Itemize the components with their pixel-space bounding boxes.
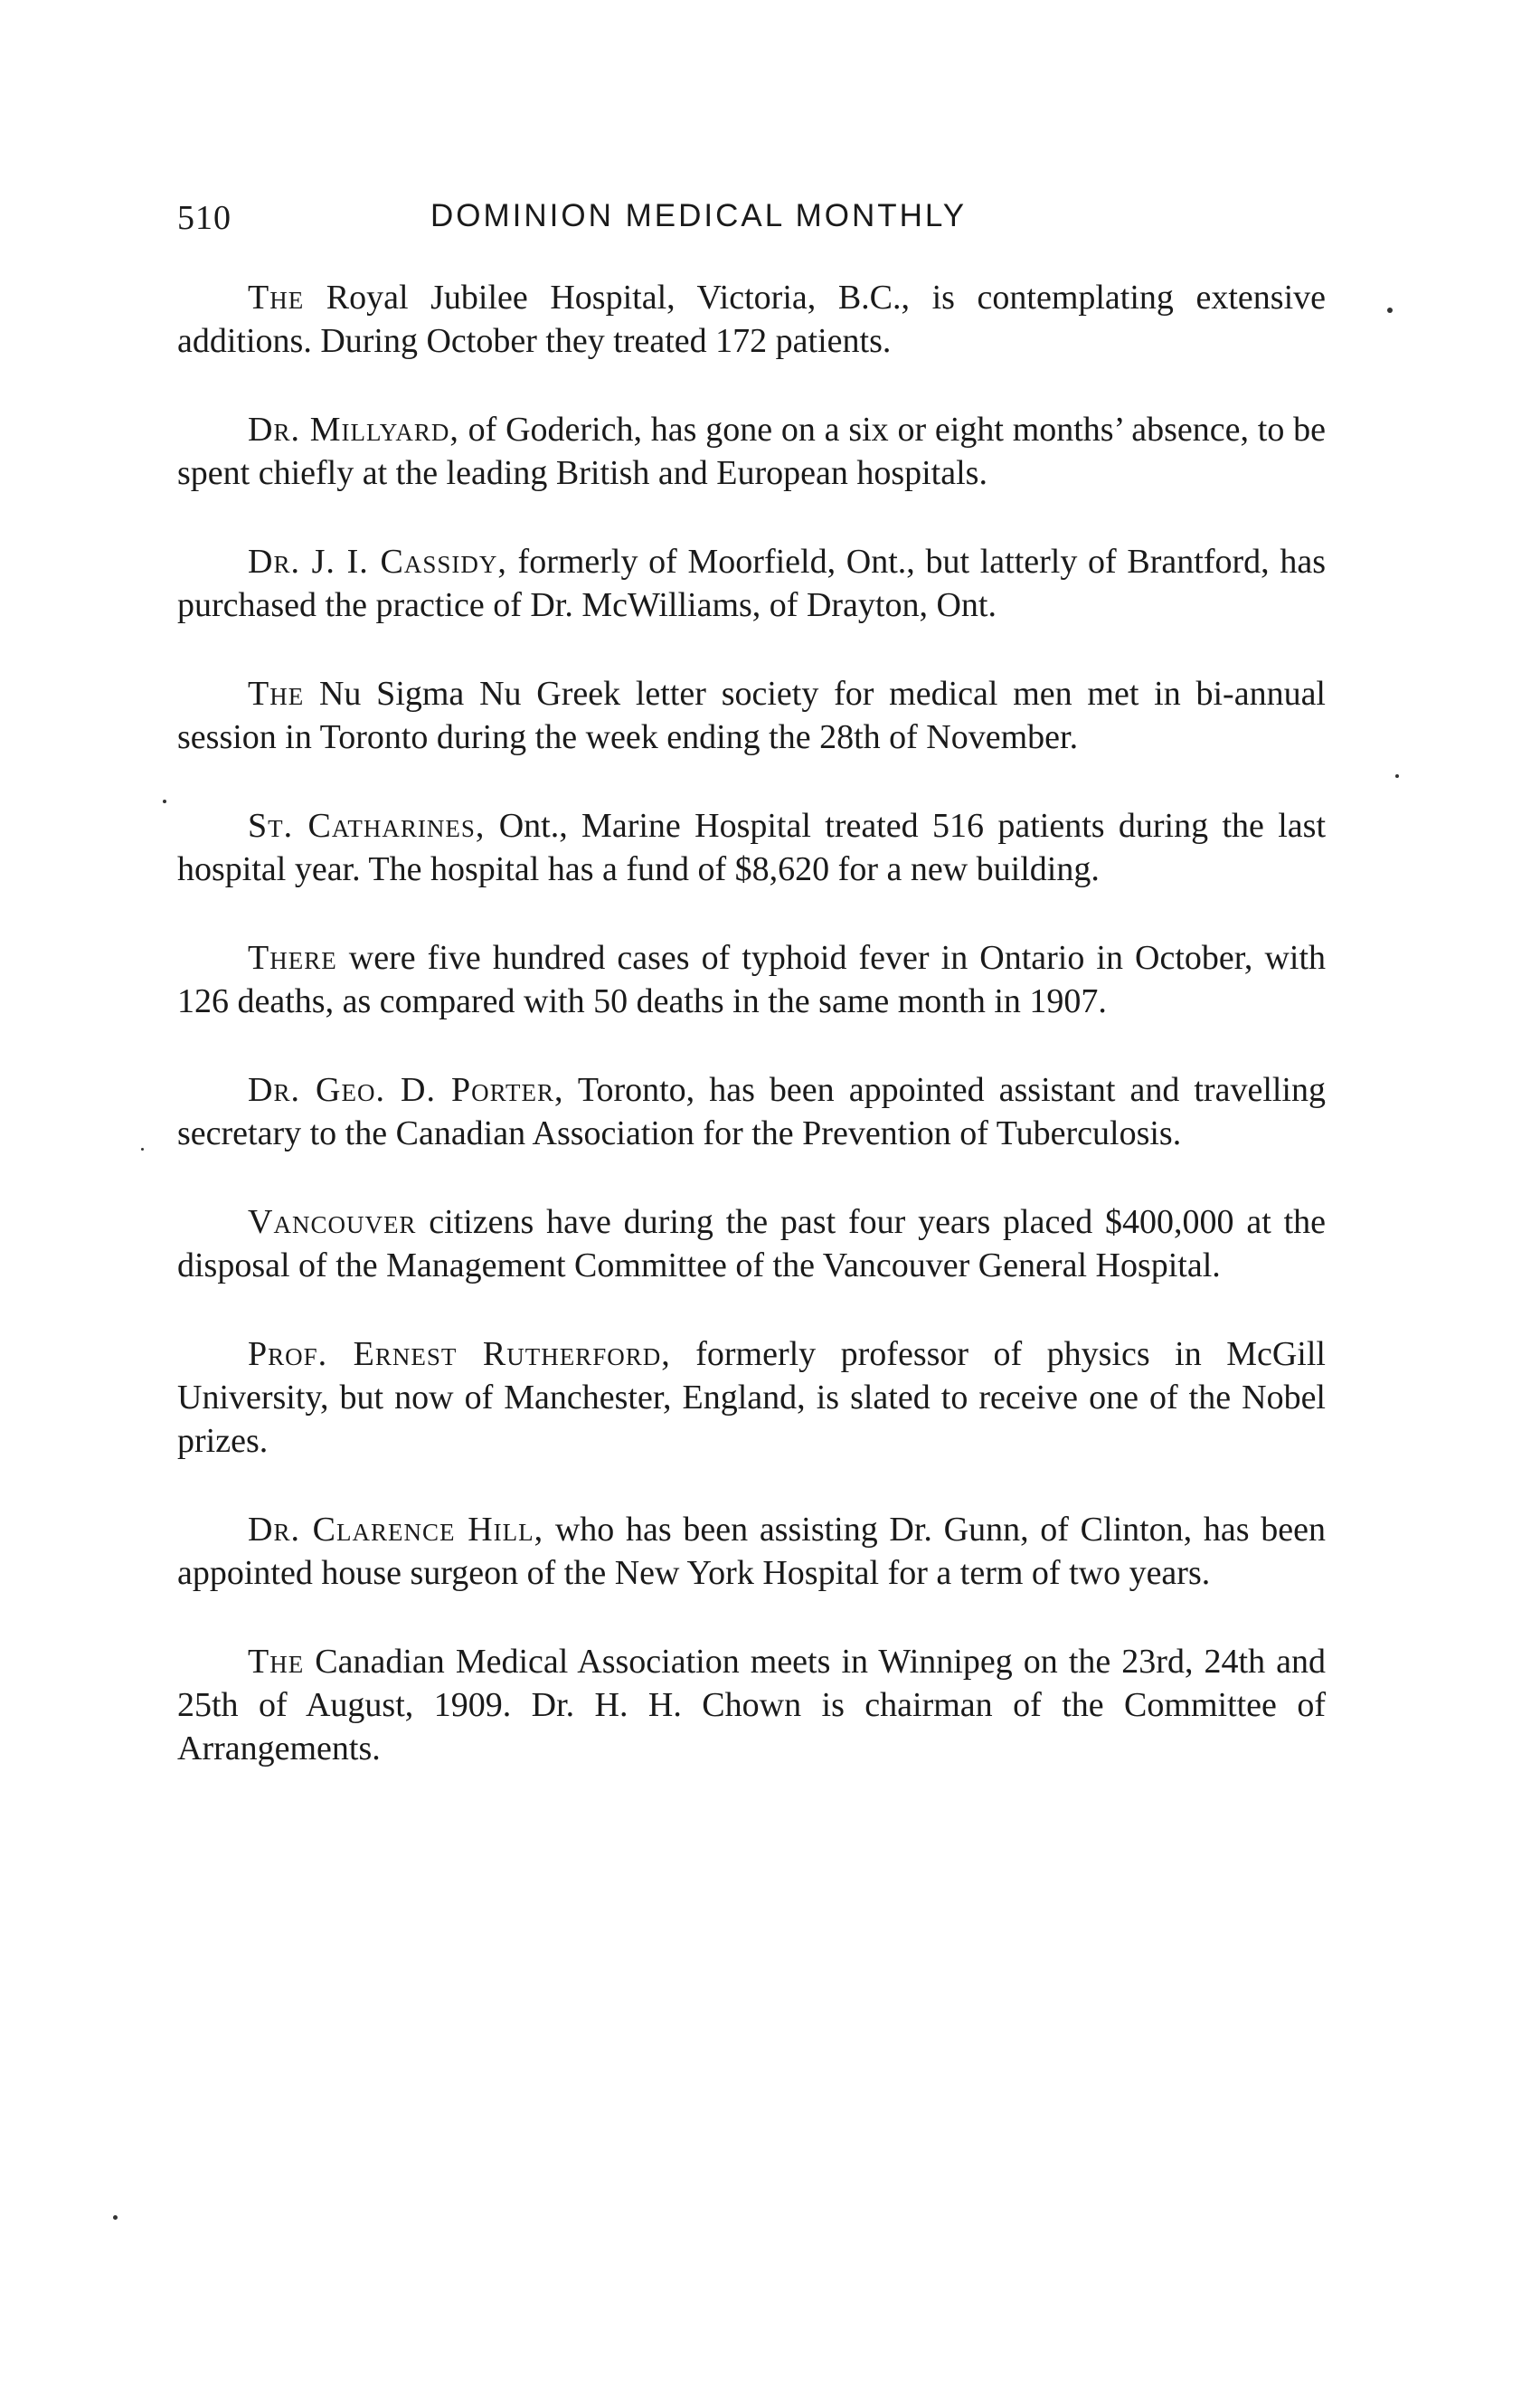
item-text: Royal Jubilee Hospital, Victoria, B.C., is contemplating extensive additions. During October they treated 172 patients. [177,279,1326,360]
item-text: citizens have during the past four years placed $400,000 at the disposal of the Management Committee of the Vancouver General Hospital. [177,1203,1326,1284]
lead-words: There [248,939,337,977]
lead-words: The [248,1643,305,1681]
news-item-vancouver [177,1200,1326,1287]
item-text: formerly professor of physics in McGill University, but now of Manchester, England, is slated to receive one of the Nobel prizes. [177,1335,1326,1460]
lead-words: Dr. Clarence Hill, [248,1511,544,1549]
lead-words: Dr. Millyard, [248,411,459,449]
item-text: Nu Sigma Nu Greek letter society for medical men met in bi-annual session in Toronto during the week ending the 28th of November. [177,675,1326,756]
item-text: Toronto, has been appointed assistant and travelling secretary to the Canadian Association for the Prevention of Tuberculosis. [177,1071,1326,1152]
item-text: Ont., Marine Hospital treated 516 patients during the last hospital year. The hospital has a fund of $8,620 for a new building. [177,807,1327,888]
item-text: of Goderich, has gone on a six or eight months’ absence, to be spent chiefly at the leading British and European hospitals. [177,411,1326,492]
lead-words: Dr. J. I. Cassidy, [248,543,507,581]
lead-words: St. Catharines, [248,807,486,845]
news-item-typhoid [177,936,1326,1023]
news-column [177,276,1326,1815]
news-item-cassidy [177,540,1326,627]
news-item-millyard [177,408,1326,495]
news-item-royal-jubilee [177,276,1326,363]
scan-speck [1387,308,1393,313]
lead-words: Prof. Ernest Rutherford, [248,1335,671,1373]
lead-words: Vancouver [248,1203,417,1241]
lead-words: Dr. Geo. D. Porter, [248,1071,564,1109]
news-item-cma-meeting [177,1640,1326,1770]
lead-words: The [248,279,305,317]
lead-words: The [248,675,305,713]
scan-speck [1395,774,1399,778]
running-head: DOMINION MEDICAL MONTHLY [430,198,968,233]
scan-speck [113,2215,118,2220]
scan-speck [163,800,166,803]
news-item-nu-sigma-nu [177,672,1326,759]
news-item-clarence-hill [177,1508,1326,1595]
scan-speck [141,1148,144,1151]
item-text: Canadian Medical Association meets in Winnipeg on the 23rd, 24th and 25th of August, 1909. Dr. H. H. Chown is chairman of the Committee of Arrangements. [177,1643,1326,1767]
page-number: 510 [177,199,231,237]
item-text: were five hundred cases of typhoid fever in Ontario in October, with 126 deaths, as compared with 50 deaths in the same month in 1907. [177,939,1326,1020]
page-header [177,198,1326,243]
news-item-st-catharines [177,804,1326,891]
news-item-rutherford [177,1332,1326,1463]
item-text: who has been assisting Dr. Gunn, of Clinton, has been appointed house surgeon of the New York Hospital for a term of two years. [177,1511,1326,1592]
news-item-porter [177,1068,1326,1155]
item-text: formerly of Moorfield, Ont., but latterly of Brantford, has purchased the practice of Dr. McWilliams, of Drayton, Ont. [177,543,1326,624]
